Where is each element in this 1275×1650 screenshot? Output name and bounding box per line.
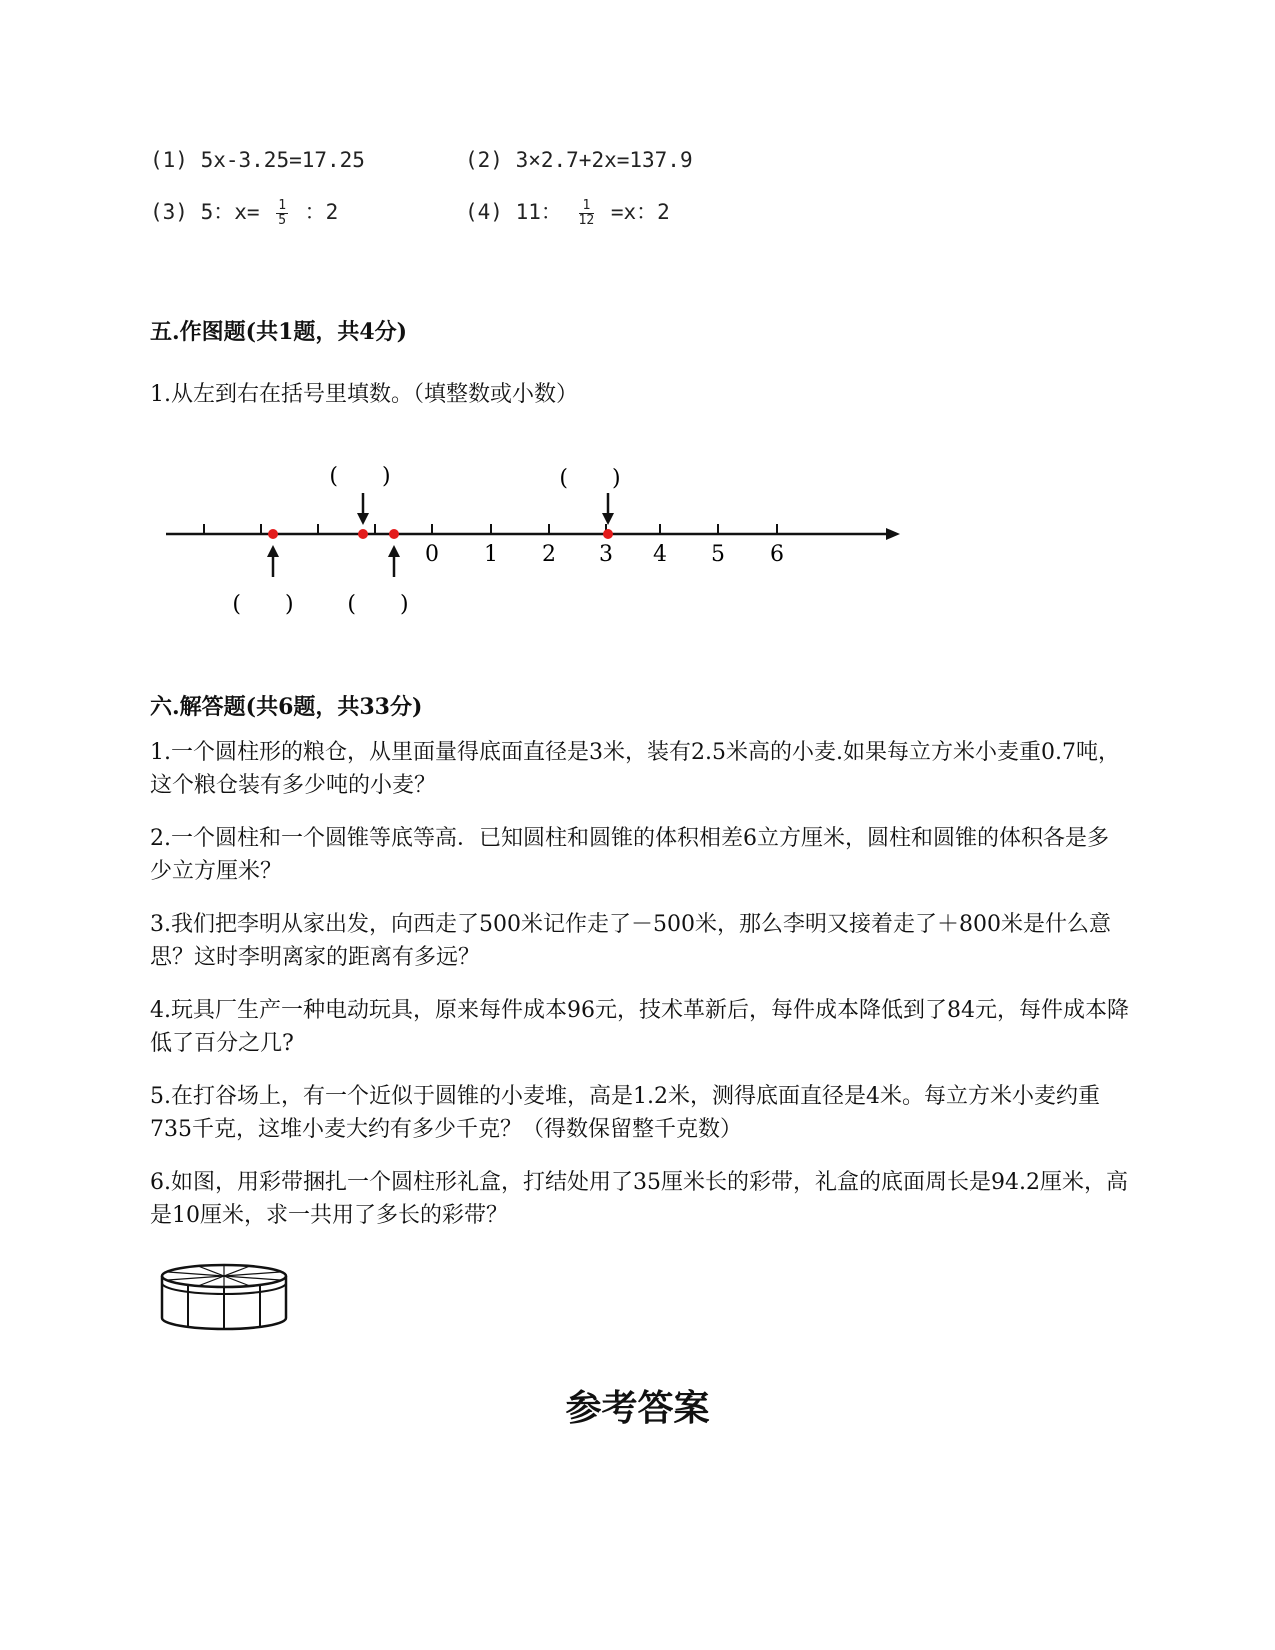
point-b [358, 529, 368, 539]
ticks [204, 524, 777, 534]
point-a [268, 529, 278, 539]
point-c [389, 529, 399, 539]
equation-label: (4) [465, 200, 503, 224]
fraction-denominator: 12 [578, 212, 595, 228]
point-d [603, 529, 613, 539]
answer-blank: ( ) [329, 464, 391, 489]
equation-3 [150, 196, 338, 228]
tick-label: 0 [425, 542, 439, 567]
answer-title: 参考答案 [565, 1388, 710, 1429]
equation-text: ：2 [304, 200, 339, 224]
section-5-title: 五.作图题(共1题，共4分) [150, 319, 408, 345]
tick-label: 5 [711, 542, 725, 567]
section-6-title: 六.解答题(共6题，共33分) [150, 694, 423, 720]
fraction-denominator: 5 [278, 212, 287, 228]
equation-text: =x：2 [610, 200, 670, 224]
down-arrow-icon [602, 493, 614, 525]
fraction-numerator: 1 [278, 197, 287, 213]
equation-label: (2) [465, 148, 503, 172]
number-line-figure [160, 455, 900, 630]
equation-label: (3) [150, 200, 188, 224]
fraction [276, 199, 288, 228]
equation-4 [465, 196, 670, 228]
section-6-question-6: 6.如图，用彩带捆扎一个圆柱形礼盒，打结处用了35厘米长的彩带，礼盒的底面周长是94.2厘米，高是10厘米，求一共用了多长的彩带？ [150, 1170, 1128, 1228]
tick-label: 1 [484, 542, 498, 567]
equation-text: 3×2.7+2x=137.9 [515, 148, 693, 172]
tick-labels [425, 542, 784, 567]
axis-arrow-icon [886, 528, 900, 540]
equation-text: 5x-3.25=17.25 [200, 148, 365, 172]
equation-1 [150, 148, 365, 172]
up-arrow-icon [388, 545, 400, 577]
fraction-numerator: 1 [579, 199, 595, 214]
section-6-question-2: 2.一个圆柱和一个圆锥等底等高．已知圆柱和圆锥的体积相差6立方厘米，圆柱和圆锥的体积各是多少立方厘米？ [150, 826, 1109, 884]
equation-label: (1) [150, 148, 188, 172]
section-5-question-1: 1.从左到右在括号里填数。（填整数或小数） [150, 382, 578, 407]
tick-label: 2 [542, 542, 556, 567]
equation-text: 5：x= [200, 200, 260, 224]
equation-2 [465, 148, 693, 172]
equation-text: 11： [515, 200, 562, 224]
tick-label: 6 [770, 542, 784, 567]
down-arrow-icon [357, 493, 369, 525]
section-6-question-4: 4.玩具厂生产一种电动玩具，原来每件成本96元，技术革新后，每件成本降低到了84元，每件成本降低了百分之几? [150, 998, 1129, 1056]
fraction [579, 199, 595, 228]
answer-blank: ( ) [559, 466, 621, 491]
tick-label: 3 [599, 542, 613, 567]
up-arrow-icon [267, 545, 279, 577]
tick-label: 4 [653, 542, 667, 567]
section-6-question-5: 5.在打谷场上，有一个近似于圆锥的小麦堆，高是1.2米，测得底面直径是4米。每立方米小麦约重735千克，这堆小麦大约有多少千克？（得数保留整千克数） [150, 1084, 1100, 1142]
gift-box-cylinder-figure [158, 1262, 290, 1338]
answer-blank: ( ) [232, 592, 294, 617]
section-6-question-1: 1.一个圆柱形的粮仓，从里面量得底面直径是3米，装有2.5米高的小麦.如果每立方米小麦重0.7吨，这个粮仓装有多少吨的小麦？ [150, 740, 1120, 798]
answer-blank: ( ) [347, 592, 409, 617]
section-6-question-3: 3.我们把李明从家出发，向西走了500米记作走了－500米，那么李明又接着走了＋800米是什么意思？这时李明离家的距离有多远？ [150, 912, 1111, 970]
